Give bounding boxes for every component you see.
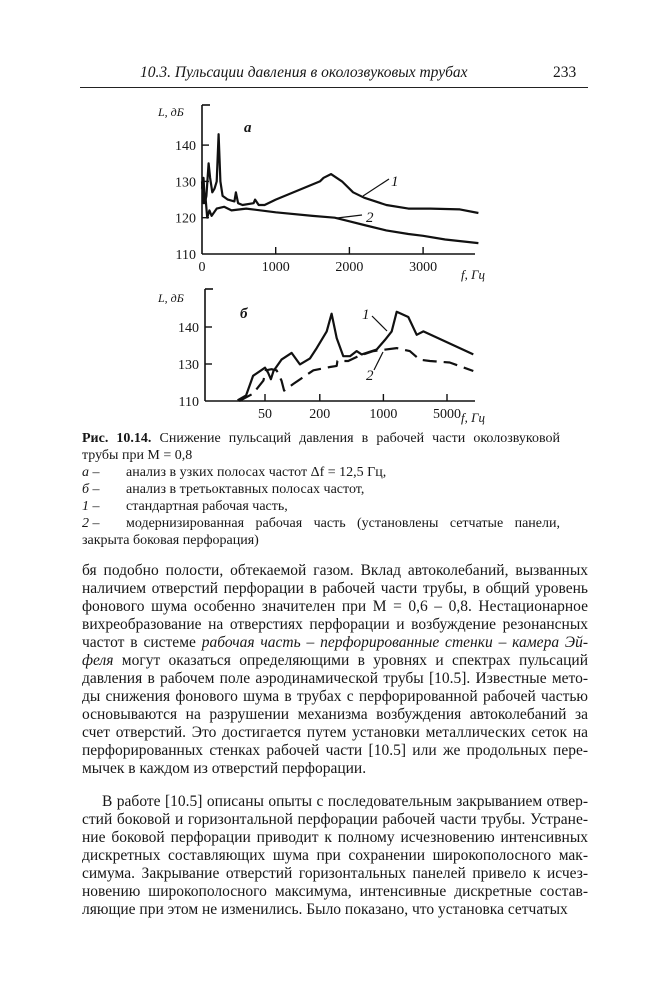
chart-b-x-tick-label: 50 (258, 407, 272, 422)
chart-b-x-axis-label: f, Гц (461, 410, 486, 425)
chart-a-series-2-line (202, 181, 478, 243)
chart-a-x-tick-label: 0 (198, 260, 206, 275)
chart-a-x-tick-label: 2000 (335, 260, 364, 275)
chart-b-series-1-line (238, 312, 474, 401)
text-line (82, 793, 588, 811)
chart-a-y-tick-label: 110 (175, 248, 196, 263)
chart-b-series-2-leader (374, 352, 383, 370)
chart-b-x-tick-label: 200 (309, 407, 331, 422)
text-line (82, 670, 588, 688)
text-segment: основываются на разрушении механизма возбуждения автоколебаний за (82, 706, 588, 723)
caption-item (82, 515, 560, 532)
text-segment: давления в рабочем поле аэродинамической трубы [10.5]. Известные мето- (82, 670, 588, 687)
chart-b-series-1-label: 1 (362, 307, 370, 323)
chart-a-series-2-label: 2 (366, 210, 374, 226)
text-segment: мычек в каждом из отверстий перфорации. (82, 760, 367, 777)
chart-a-x-axis-label: f, Гц (461, 267, 486, 282)
chart-b-x-tick-label: 5000 (433, 407, 461, 422)
caption-items (82, 464, 560, 532)
text-line (82, 652, 588, 670)
caption-item (82, 498, 560, 515)
text-line (82, 883, 588, 901)
caption-item-label: б – (82, 482, 100, 497)
caption-tail: закрыта боковая перфорация) (82, 533, 259, 548)
text-segment: новению широкополосного максимума, интенсивные дискретные состав- (82, 883, 588, 900)
text-segment: ляющие при этом не изменились. Было показано, что установка сетчатых (82, 901, 568, 918)
chart-b-series-1-leader (372, 316, 387, 331)
chart-a-y-tick-label: 140 (175, 139, 196, 155)
text-segment: стий боковой и горизонтальной перфорации рабочей части трубы. Устране- (82, 811, 588, 828)
text-line (82, 865, 588, 883)
chart-b-panel-label: б (240, 306, 248, 322)
caption-line (82, 430, 560, 447)
figure-caption (82, 430, 560, 549)
caption-item-text: анализ в третьоктавных полосах частот, (126, 482, 365, 497)
text-segment: симума. Закрывание отверстий горизонтальных панелей привело к исчез- (82, 865, 588, 882)
caption-title: Снижение пульсаций давления в рабочей части околозвуковой (151, 431, 560, 446)
text-line (82, 634, 588, 652)
caption-item-label: 1 – (82, 499, 100, 514)
text-line (82, 598, 588, 616)
text-segment: вихреобразование на отверстиях перфорации и возбуждение резонансных (82, 616, 588, 633)
chart-b-x-tick-label: 1000 (369, 407, 398, 422)
text-segment: ды снижения фонового шума в трубах с перфорированной рабочей частью (82, 688, 588, 705)
caption-item-text: модернизированная рабочая часть (установлены сетчатые панели, (126, 516, 560, 531)
italic-term: рабочая часть – перфорированные стенки – камера Эй- (201, 634, 588, 651)
chart-a-x-tick-label: 3000 (409, 260, 438, 275)
text-segment: фонового шума особенно значителен при M = 0,6 – 0,8. Нестационарное (82, 598, 588, 615)
chart-a-series-1-line (202, 134, 478, 213)
running-header-title: 10.3. Пульсации давления в околозвуковых трубах (140, 64, 468, 81)
body-text (82, 562, 588, 919)
chart-a-x-tick-label: 1000 (261, 260, 290, 275)
text-segment: бя подобно полости, обтекаемой газом. Вклад автоколебаний, вызванных (82, 562, 588, 579)
text-line (82, 901, 588, 919)
text-segment: ние боковой перфорации приводит к полному исчезновению интенсивных (82, 829, 588, 846)
text-segment: дискретных составляющих шума при сохранении широкополосного мак- (82, 847, 588, 864)
chart-b-y-tick-label: 140 (178, 321, 199, 336)
chart-a-series-2-leader (337, 215, 362, 218)
caption-item (82, 481, 560, 498)
text-line (82, 811, 588, 829)
text-line (82, 562, 588, 580)
chart-a-y-tick-label: 130 (175, 175, 196, 191)
text-line (82, 616, 588, 634)
chart-a-y-tick-label: 120 (175, 211, 196, 227)
page-number: 233 (553, 64, 577, 81)
text-line (82, 724, 588, 742)
chart-b-y-tick-label: 110 (178, 395, 199, 410)
chart-a-panel-label: а (244, 120, 252, 136)
text-segment: счет отверстий. Это достигается путем установки металлических сеток на (82, 724, 588, 741)
chart-b-series-2-label: 2 (366, 368, 374, 384)
text-segment: частот в системе (82, 634, 202, 651)
caption-item (82, 464, 560, 481)
caption-item-text: стандартная рабочая часть, (126, 499, 288, 514)
figure-10-14 (0, 0, 662, 430)
chart-a-series-1-label: 1 (391, 174, 399, 190)
text-line (82, 688, 588, 706)
caption-title-cont: трубы при M = 0,8 (82, 448, 193, 463)
text-segment: перфорированных стенках рабочей части [10.5] или же продольных пере- (82, 742, 588, 759)
caption-figure-number: Рис. 10.14. (82, 431, 152, 446)
caption-item-text: анализ в узких полосах частот Δf = 12,5 Гц, (126, 465, 387, 480)
caption-item-label: 2 – (82, 516, 100, 531)
chart-b-y-tick-label: 130 (178, 358, 199, 373)
text-segment: могут оказаться определяющими в уровнях и спектрах пульсаций (113, 652, 588, 669)
text-line (82, 706, 588, 724)
text-line (82, 580, 588, 598)
chart-b-series-2-line (239, 348, 473, 401)
italic-term: феля (82, 652, 114, 669)
chart-a-series-1-leader (363, 179, 389, 196)
text-line (82, 847, 588, 865)
caption-item-label: а – (82, 465, 100, 480)
text-line (82, 742, 588, 760)
text-segment: В работе [10.5] описаны опыты с последовательным закрыванием отвер- (102, 793, 588, 810)
text-line (82, 760, 588, 778)
chart-b-y-axis-label: L, дБ (158, 291, 184, 305)
text-line (82, 829, 588, 847)
chart-a-y-axis-label: L, дБ (158, 105, 184, 119)
text-segment: наличием отверстий перфорации в рабочей части трубы, в общий уровень (82, 580, 588, 597)
